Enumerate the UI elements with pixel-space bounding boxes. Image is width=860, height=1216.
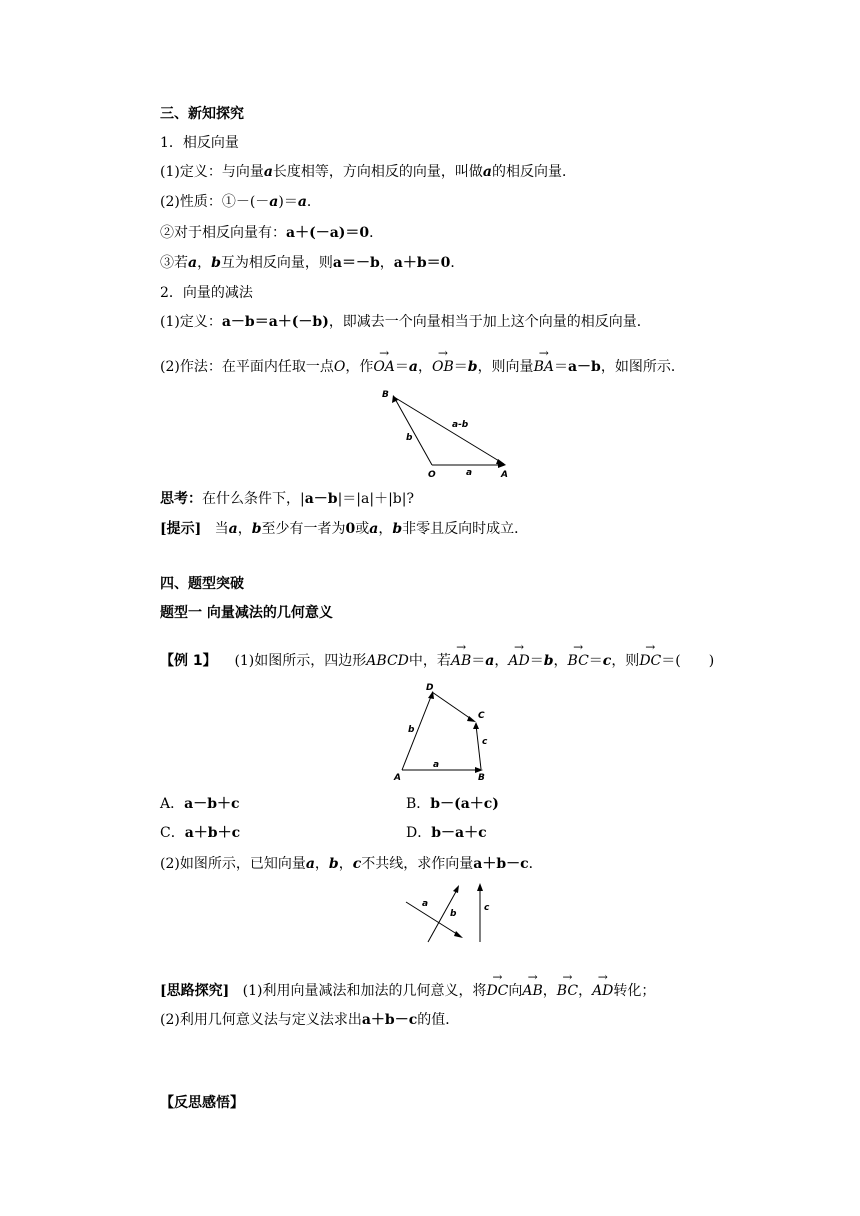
option-c: C．a＋b＋c xyxy=(160,825,241,841)
vector-c-label: c xyxy=(482,737,488,747)
think-line: 思考：在什么条件下，|a－b|＝|a|＋|b|? xyxy=(160,491,415,507)
vector-b-label: b xyxy=(450,909,457,919)
quadrilateral-figure xyxy=(392,680,502,786)
property-line: (2)性质：①－(－a)＝a． xyxy=(160,194,321,210)
vector-a-label: a xyxy=(466,468,473,478)
three-vectors-figure xyxy=(400,880,490,946)
point-c-label: C xyxy=(478,711,485,721)
vector-a-minus-b-label: a-b xyxy=(452,420,469,430)
property-line: ③若a，b互为相反向量，则a＝－b，a＋b＝0． xyxy=(160,255,465,271)
section-heading: 四、题型突破 xyxy=(160,576,244,592)
example-question: 【例 1】 (1)如图所示，四边形ABCD中，若→ AB＝a，→ AD＝b，→ BC＝c，则→ DC＝( ) xyxy=(160,652,714,670)
idea-line: (2)利用几何意义法与定义法求出a＋b－c的值． xyxy=(160,1012,460,1028)
item-title: 1．相反向量 xyxy=(160,135,239,151)
option-b: B．b－(a＋c) xyxy=(406,796,499,812)
definition-line: (1)定义：与向量a长度相等，方向相反的向量，叫做a的相反向量． xyxy=(160,164,576,180)
vector-b-label: b xyxy=(408,725,415,735)
vector-subtraction-figure xyxy=(378,385,514,479)
hint-line: [提示] 当a，b至少有一者为0或a，b非零且反向时成立． xyxy=(160,521,529,537)
item-title: 2．向量的减法 xyxy=(160,285,253,301)
definition-line: (1)定义：a－b＝a＋(－b)，即减去一个向量相当于加上这个向量的相反向量． xyxy=(160,314,651,330)
type-heading: 题型一 向量减法的几何意义 xyxy=(160,605,333,621)
point-b-label: B xyxy=(382,390,389,400)
point-d-label: D xyxy=(426,683,434,693)
question-two: (2)如图所示，已知向量a，b，c不共线，求作向量a＋b－c． xyxy=(160,856,543,872)
reflection-heading: 【反思感悟】 xyxy=(160,1095,244,1111)
option-d: D．b－a＋c xyxy=(406,825,487,841)
vector-a-label: a xyxy=(433,760,440,770)
point-b-label: B xyxy=(478,773,485,783)
point-a-label: A xyxy=(501,470,508,479)
vector-c-label: c xyxy=(484,903,490,913)
point-a-label: A xyxy=(394,773,401,783)
section-heading: 三、新知探究 xyxy=(160,106,244,122)
vector-a-label: a xyxy=(422,899,429,909)
option-a: A．a－b＋c xyxy=(160,796,240,812)
method-line: (2)作法：在平面内任取一点O，作→ OA＝a，→ OB＝b，则向量→ BA＝a－b，如图所示． xyxy=(160,358,685,376)
vector-b-label: b xyxy=(406,433,413,443)
point-o-label: O xyxy=(428,470,436,479)
property-line: ②对于相反向量有：a＋(－a)＝0． xyxy=(160,225,384,241)
idea-line: [思路探究] (1)利用向量减法和加法的几何意义，将→ DC向→ AB，→ BC，→ AD转化； xyxy=(160,982,655,1000)
